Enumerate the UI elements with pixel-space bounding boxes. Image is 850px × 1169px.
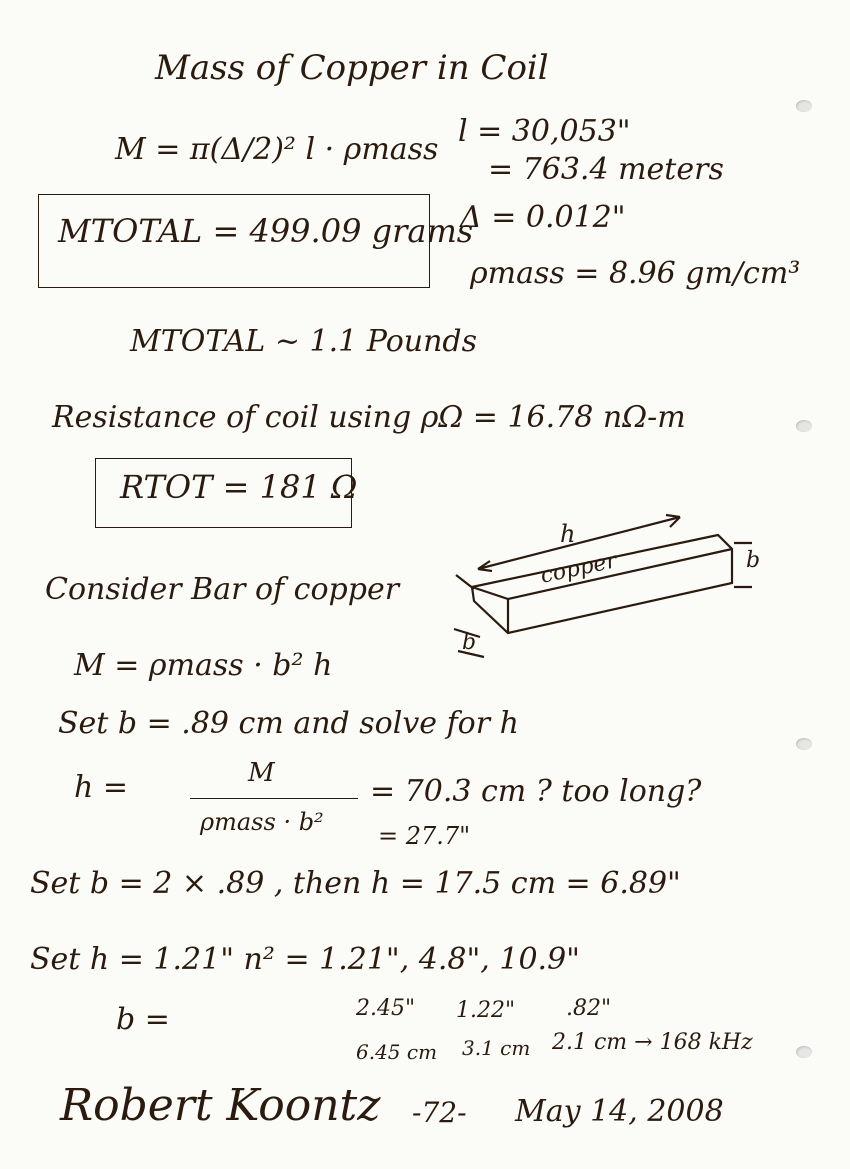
- set-b-double: Set b = 2 × .89 , then h = 17.5 cm = 6.89": [30, 866, 681, 901]
- bar-formula: M = ρmass · b² h: [74, 648, 333, 683]
- page-title: Mass of Copper in Coil: [155, 48, 549, 88]
- bar-b-label-front: b: [462, 630, 477, 655]
- signature: Robert Koontz: [60, 1080, 381, 1131]
- mass-pounds: MTOTAL ~ 1.1 Pounds: [130, 324, 478, 359]
- h-formula-lhs: h =: [74, 770, 128, 805]
- rho-mass: ρmass = 8.96 gm/cm³: [470, 256, 801, 291]
- mass-total: MTOTAL = 499.09 grams: [58, 212, 474, 250]
- fraction-bar: [190, 798, 358, 799]
- bar-b-label-right: b: [746, 548, 761, 573]
- binder-hole: [796, 420, 812, 432]
- copper-bar-diagram: [440, 505, 770, 665]
- bar-h-label: h: [560, 520, 576, 548]
- b-value-cm-2: 3.1 cm: [462, 1036, 531, 1060]
- h-result-inches: = 27.7": [378, 822, 471, 850]
- h-numerator: M: [248, 758, 275, 788]
- b-value-in-1: 2.45": [356, 996, 416, 1021]
- set-h-series: Set h = 1.21" n² = 1.21", 4.8", 10.9": [30, 942, 580, 977]
- length-meters: = 763.4 meters: [488, 152, 724, 187]
- b-equals: b =: [116, 1002, 170, 1037]
- b-value-cm-1: 6.45 cm: [356, 1040, 438, 1064]
- consider-bar: Consider Bar of copper: [45, 572, 400, 607]
- set-b-line: Set b = .89 cm and solve for h: [58, 706, 519, 741]
- h-denominator: ρmass · b²: [200, 808, 324, 836]
- h-result: = 70.3 cm ? too long?: [370, 774, 702, 809]
- b-value-in-2: 1.22": [456, 998, 516, 1023]
- page-number: -72-: [412, 1096, 467, 1129]
- binder-hole: [796, 100, 812, 112]
- spiral-binding: [820, 0, 850, 1169]
- mass-formula: M = π(Δ/2)² l · ρmass: [115, 132, 439, 167]
- binder-hole: [796, 738, 812, 750]
- binder-hole: [796, 1046, 812, 1058]
- resistance-line: Resistance of coil using ρΩ = 16.78 nΩ-m: [52, 400, 686, 435]
- date: May 14, 2008: [515, 1094, 724, 1129]
- bar-copper-label: copper: [538, 548, 620, 589]
- h-extension-left: [456, 575, 474, 589]
- length-inches: l = 30,053": [458, 114, 631, 149]
- b-value-in-3: .82": [566, 996, 612, 1021]
- b-value-cm-3: 2.1 cm → 168 kHz: [552, 1030, 753, 1055]
- delta-value: Δ = 0.012": [460, 200, 626, 235]
- r-total: RTOT = 181 Ω: [120, 468, 358, 506]
